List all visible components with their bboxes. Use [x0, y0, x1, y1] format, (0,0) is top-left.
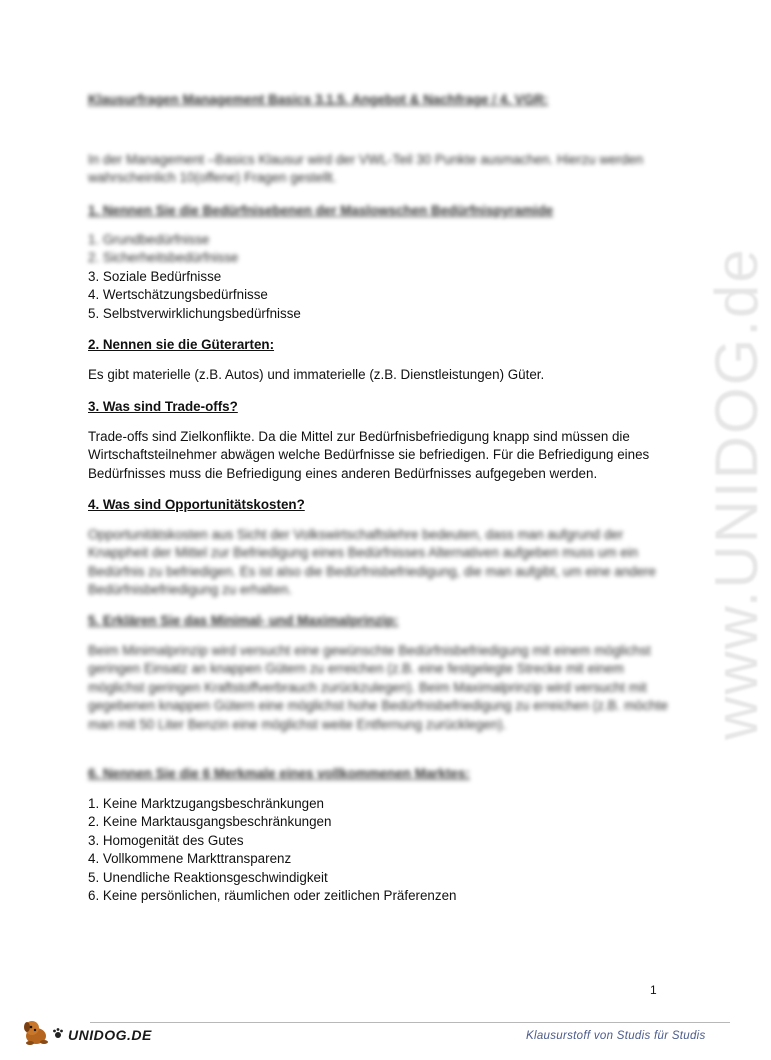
question-3: 3. Was sind Trade-offs?	[88, 399, 238, 414]
logo-text: UNIDOG.DE	[68, 1026, 152, 1043]
list-item: 2. Sicherheitsbedürfnisse	[88, 250, 239, 266]
list-item: 6. Keine persönlichen, räumlichen oder zeitlichen Präferenzen	[88, 887, 457, 903]
intro-paragraph: In der Management –Basics Klausur wird der VWL-Teil 30 Punkte ausmachen. Hierzu werden wahrscheinlich 10(offene) Fragen gestellt.	[88, 152, 644, 186]
question-5: 5. Erklären Sie das Minimal- und Maximalprinzip:	[88, 613, 399, 628]
question-2: 2. Nennen sie die Güterarten:	[88, 337, 275, 352]
list-item: 1. Keine Marktzugangsbeschränkungen	[88, 796, 324, 811]
answer-5: Beim Minimalprinzip wird versucht eine gewünschte Bedürfnisbefriedigung mit einem möglichst geringen Einsatz an knappen Gütern zu erreichen (z.B. eine festgelegte Strecke mit einem möglichst geringen Kraftstoffverbrauch zurückzulegen). Beim Maximalprinzip wird versucht mit gegebenen knappen Gütern eine möglichst hohe Bedürfnisbefriedigung zu erreichen (z.B. möchte man mit 50 Liter Benzin eine möglichst weite Entfernung zurücklegen).	[88, 643, 668, 732]
dog-icon	[22, 1018, 52, 1051]
answer-4: Opportunitätskosten aus Sicht der Volkswirtschaftslehre bedeuten, dass man aufgrund der Knappheit der Mittel zur Befriedigung eines Bedürfnisses Alternativen aufgeben muss um ein Bedürfnis zu befriedigen. Es ist also die Bedürfnisbefriedigung, die man aufgibt, um eine andere Bedürfnisbefriedigung zu erhalten.	[88, 527, 656, 598]
list-item: 4. Vollkommene Markttransparenz	[88, 851, 292, 867]
market-features-list	[88, 795, 456, 905]
unidog-logo	[22, 1018, 152, 1051]
needs-list	[88, 231, 301, 323]
watermark: www.UNIDOG.de	[703, 247, 770, 740]
list-item: 2. Keine Marktausgangsbeschränkungen	[88, 814, 332, 830]
list-item: 4. Wertschätzungsbedürfnisse	[88, 287, 268, 303]
document-title: Klausurfragen Management Basics 3.1.5. Angebot & Nachfrage / 4. VGR:	[88, 92, 549, 107]
paw-icon	[52, 1026, 64, 1044]
question-4: 4. Was sind Opportunitätskosten?	[88, 497, 305, 512]
list-item: 3. Soziale Bedürfnisse	[88, 268, 222, 284]
answer-3: Trade-offs sind Zielkonflikte. Da die Mittel zur Bedürfnisbefriedigung knapp sind müssen die Wirtschaftsteilnehmer abwägen welche Bedürfnisse sie befriedigen. Für die Befriedigung eines Bedürfnisses muss die Befriedigung eines anderen Bedürfnisses aufgegeben werden.	[88, 429, 650, 481]
question-6: 6. Nennen Sie die 6 Merkmale eines vollkommenen Marktes:	[88, 766, 470, 781]
list-item: 5. Unendliche Reaktionsgeschwindigkeit	[88, 869, 328, 885]
footer-divider	[90, 1022, 730, 1023]
list-item: 1. Grundbedürfnisse	[88, 232, 210, 247]
list-item: 5. Selbstverwirklichungsbedürfnisse	[88, 305, 301, 321]
footer-tagline: Klausurstoff von Studis für Studis	[526, 1030, 706, 1042]
question-1: 1. Nennen Sie die Bedürfnisebenen der Maslowschen Bedürfnispyramide	[88, 203, 554, 218]
page-number: 1	[650, 983, 657, 997]
answer-2: Es gibt materielle (z.B. Autos) und immaterielle (z.B. Dienstleistungen) Güter.	[88, 367, 545, 382]
list-item: 3. Homogenität des Gutes	[88, 832, 244, 848]
